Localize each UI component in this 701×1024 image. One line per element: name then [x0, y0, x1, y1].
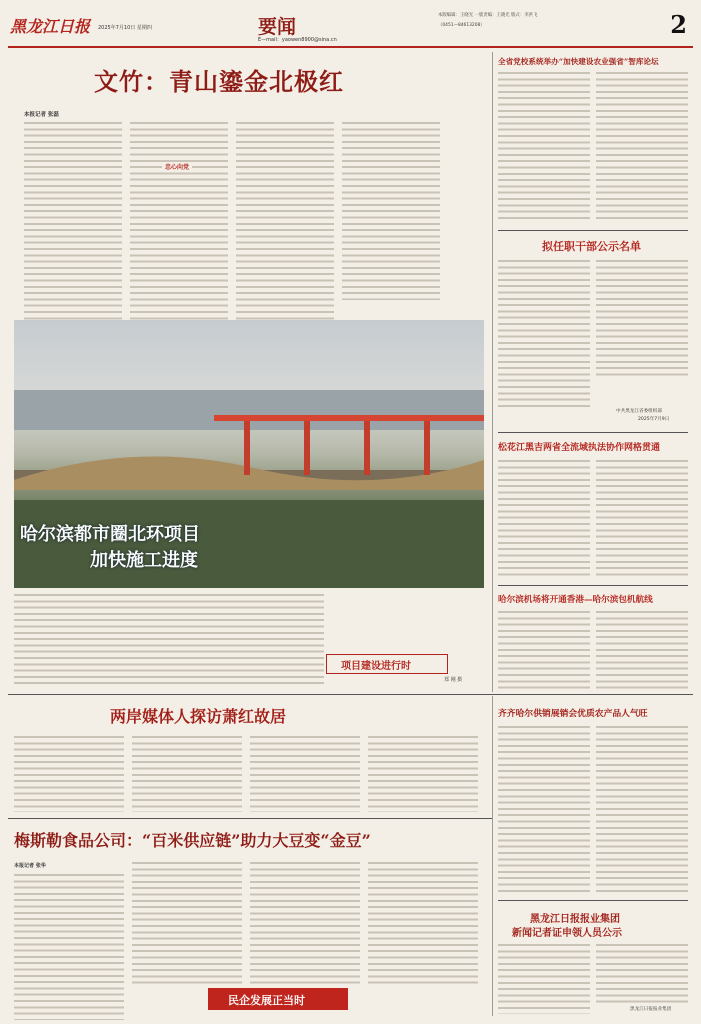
horizontal-rule — [8, 694, 693, 695]
article-cross-strait — [14, 696, 484, 816]
photo-caption — [14, 592, 324, 688]
article-title: 文竹：青山鎏金北极红 — [94, 67, 344, 96]
phone-line: （0451—84613208） — [438, 23, 485, 28]
article-body-col4 — [368, 860, 478, 984]
article-airport — [498, 587, 688, 692]
article-law-enforcement — [498, 434, 688, 582]
subhead-loyal: 忠心向党 — [162, 162, 192, 171]
private-enterprise-banner — [208, 988, 348, 1010]
article-body-right — [596, 458, 688, 576]
banner-text: 民企发展正当时 — [228, 994, 305, 1007]
masthead-rule — [8, 46, 693, 48]
article-body-right — [596, 609, 688, 689]
article-qiqihar-expo — [498, 696, 688, 896]
section-email: E—mail：yaowen8900@sina.cn — [258, 37, 337, 43]
article-body-col1 — [14, 872, 124, 1020]
article-title-line1: 黑龙江日报报业集团 — [530, 914, 620, 925]
masthead — [8, 8, 693, 46]
date-line: 2025年7月10日 星期四 — [98, 25, 152, 31]
article-body — [498, 258, 590, 408]
article-press-card — [498, 902, 688, 1020]
article-body-col3 — [250, 860, 360, 984]
article-body — [498, 724, 590, 892]
article-think-tank — [498, 52, 688, 227]
article-body-right — [596, 70, 688, 220]
article-body — [498, 942, 590, 1014]
article-body-col3 — [236, 120, 334, 320]
divider — [498, 585, 688, 586]
article-body-right — [596, 724, 688, 892]
article-body-col1 — [14, 734, 124, 812]
article-title: 松花江黑吉两省全流域执法协作网格贯通 — [498, 443, 661, 453]
paper-name: 黑龙江日报 — [10, 17, 91, 36]
article-title: 哈尔滨机场将开通香港—哈尔滨包机航线 — [498, 595, 653, 605]
article-meisile — [14, 820, 484, 1020]
article-title-line2: 新闻记者证申领人员公示 — [512, 928, 622, 939]
bridge-illustration — [14, 320, 484, 588]
article-body-col4 — [342, 120, 440, 300]
bridge-photo — [14, 320, 484, 588]
photo-headline-line1: 哈尔滨都市圈北环项目 — [20, 524, 200, 545]
column-rule — [492, 696, 493, 1016]
article-body-col2 — [132, 734, 242, 812]
article-title: 梅斯勒食品公司：“百米供应链”助力大豆变“金豆” — [14, 831, 371, 850]
divider — [498, 432, 688, 433]
column-rule — [492, 52, 493, 692]
photo-headline-line2: 加快施工进度 — [90, 550, 198, 571]
article-body-col2 — [130, 120, 228, 320]
article-body — [498, 458, 590, 576]
article-appointments — [498, 232, 688, 430]
divider — [498, 900, 688, 901]
issuer: 中共黑龙江省委组织部 — [616, 409, 662, 414]
section-title: 要闻 — [258, 16, 297, 38]
article-title: 拟任职干部公示名单 — [542, 240, 641, 253]
photo-credit: 郑 刚 摄 — [444, 677, 463, 683]
divider — [498, 230, 688, 231]
article-title: 齐齐哈尔供销展销会优质农产品人气旺 — [498, 709, 648, 719]
issuer: 黑龙江日报报业集团 — [630, 1007, 672, 1012]
article-byline: 本报记者 张华 — [14, 863, 46, 869]
article-body-right — [596, 258, 688, 378]
project-tag-label: 项目建设进行时 — [341, 661, 411, 672]
article-body — [498, 609, 590, 689]
issue-date: 2025年7月9日 — [638, 417, 670, 422]
page-number: 2 — [670, 10, 687, 39]
article-body — [498, 70, 590, 220]
editors-line: 本版编辑：王晓光 一版责编：王晓光 版式：李洪飞 — [438, 13, 538, 18]
article-title: 两岸媒体人探访萧红故居 — [110, 707, 287, 726]
project-tag — [326, 654, 448, 674]
article-body-col1 — [24, 120, 122, 320]
article-body-col2 — [132, 860, 242, 984]
article-byline: 本报记者 张磊 — [24, 112, 59, 118]
article-title: 全省党校系统举办“加快建设农业强省”智库论坛 — [498, 57, 659, 66]
article-body-col4 — [368, 734, 478, 812]
horizontal-rule — [8, 818, 492, 819]
article-body-col3 — [250, 734, 360, 812]
article-body-right — [596, 942, 688, 1004]
